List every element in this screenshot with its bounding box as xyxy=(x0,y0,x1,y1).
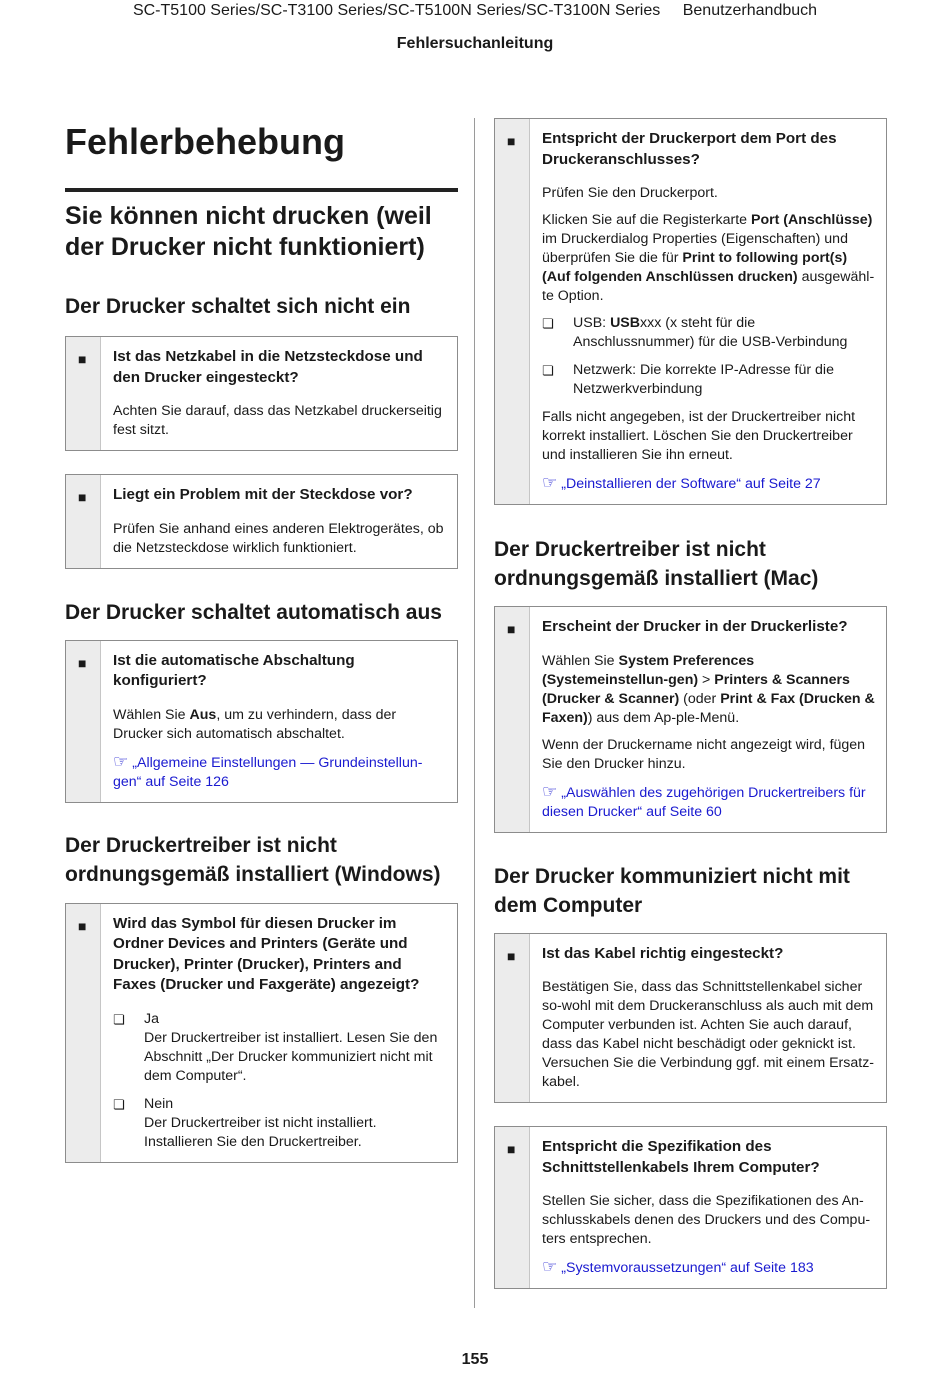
link-select-driver[interactable] xyxy=(542,781,866,820)
box-stripe xyxy=(66,904,101,1162)
subsection-driver-windows-title: Der Druckertreiber ist nicht ordnungsgemäß installiert (Windows) xyxy=(65,833,441,886)
checkbox-bullet-icon: ❏ xyxy=(542,316,554,331)
option-title: Ja xyxy=(144,1010,159,1027)
question-mark-icon: ■ xyxy=(507,947,516,964)
option-text: Der Druckertreiber ist installiert. Lesen Sie den Abschnitt „Der Drucker kommuniziert nicht mit dem Computer“. xyxy=(144,1029,438,1084)
right-column xyxy=(494,118,887,1289)
answer-bold: Port (Anschlüsse) xyxy=(750,212,873,228)
subsection-driver-mac-title: Der Druckertreiber ist nicht ordnungsgemäß installiert (Mac) xyxy=(494,538,819,590)
answer-text: ausgewähl-te Option. xyxy=(542,269,875,304)
question-mark-icon: ■ xyxy=(78,654,87,671)
question-mark-icon: ■ xyxy=(507,133,516,149)
box-answer: Prüfen Sie anhand eines anderen Elektrogerätes, ob die Netzsteckdose wirklich funktioniert. xyxy=(113,520,444,556)
box-answer xyxy=(542,211,876,306)
list-item xyxy=(113,1010,447,1086)
answer-bold: System Preferences (Systemeinstellun-gen) xyxy=(542,652,755,688)
box-stripe xyxy=(66,337,101,450)
link-uninstall-software[interactable] xyxy=(542,473,821,492)
link-text: „Deinstallieren der Software“ auf Seite 27 xyxy=(561,476,821,492)
header-manual: Benutzerhandbuch xyxy=(682,2,818,19)
pointer-hand-icon: ☞ xyxy=(542,1257,558,1276)
header-series: SC-T5100 Series/SC-T3100 Series/SC-T5100N Series/SC-T3100N Series xyxy=(132,2,661,19)
box-answer xyxy=(542,652,876,728)
answer-text: > xyxy=(698,671,715,688)
link-text: „Systemvoraussetzungen“ auf Seite 183 xyxy=(561,1260,814,1276)
section-title: Sie können nicht drucken (weil der Drucker nicht funktioniert) xyxy=(65,202,432,261)
link-text: „Allgemeine Einstellungen — Grundeinstellun-gen“ auf Seite 126 xyxy=(113,754,423,790)
box-answer: Prüfen Sie den Druckerport. xyxy=(542,185,718,201)
page-number: 155 xyxy=(461,1351,489,1368)
link-system-requirements[interactable] xyxy=(542,1257,814,1276)
header-section: Fehlersuchanleitung xyxy=(396,35,554,52)
box-answer: Achten Sie darauf, dass das Netzkabel druckerseitig fest sitzt. xyxy=(113,403,442,438)
answer-bold: Print & Fax (Drucken & Faxen) xyxy=(542,690,875,726)
option-list xyxy=(113,1010,447,1152)
box-question: Wird das Symbol für diesen Drucker im Ordner Devices and Printers (Geräte und Drucker), Printer (Drucker), Printers and Faxes (Drucker und Faxgeräte) angezeigt? xyxy=(113,914,420,993)
option-title: Nein xyxy=(144,1095,174,1112)
box-question: Liegt ein Problem mit der Steckdose vor? xyxy=(113,486,413,503)
answer-bold: Aus xyxy=(189,706,217,723)
box-stripe xyxy=(495,1127,530,1288)
answer-text: Klicken Sie auf die Registerkarte xyxy=(542,212,751,228)
box-question: Ist das Netzkabel in die Netzsteckdose und den Drucker eingesteckt? xyxy=(113,348,423,386)
check-box-printer-port xyxy=(494,118,887,505)
box-question: Erscheint der Drucker in der Druckerliste? xyxy=(542,618,848,635)
answer-text: Wählen Sie xyxy=(113,706,190,723)
item-text: Netzwerk: Die korrekte IP-Adresse für die Netzwerkverbindung xyxy=(573,362,834,397)
list-item xyxy=(113,1095,447,1152)
check-box-auto-off xyxy=(65,640,458,803)
answer-text: ) aus dem Ap-ple-Menü. xyxy=(587,709,740,726)
answer-text: im Druckerdialog Properties (Eigenschaften) und überprüfen Sie die für xyxy=(542,231,848,266)
box-question: Ist die automatische Abschaltung konfiguriert? xyxy=(113,651,355,689)
question-mark-icon: ■ xyxy=(507,1141,516,1157)
checkbox-bullet-icon: ❏ xyxy=(113,1096,125,1112)
subsection-communication-title: Der Drucker kommuniziert nicht mit dem Computer xyxy=(494,864,850,917)
answer-text: (oder xyxy=(679,690,721,707)
box-stripe xyxy=(66,475,101,568)
box-stripe xyxy=(495,934,530,1103)
list-item xyxy=(542,314,876,352)
box-question: Entspricht der Druckerport dem Port des Druckeranschlusses? xyxy=(542,130,837,168)
box-answer: Stellen Sie sicher, dass die Spezifikationen des An-schlusskabels denen des Druckers und des Compu-ters entsprechen. xyxy=(542,1193,871,1247)
check-box-outlet xyxy=(65,474,458,569)
question-mark-icon: ■ xyxy=(78,351,87,367)
question-mark-icon: ■ xyxy=(507,621,516,637)
box-answer: Falls nicht angegeben, ist der Druckertreiber nicht korrekt installiert. Löschen Sie den Druckertreiber und installieren Sie ihn erneut. xyxy=(542,409,856,463)
item-text: USB: xyxy=(573,315,611,331)
check-box-cable-spec xyxy=(494,1126,887,1289)
answer-text: , um zu verhindern, dass der Drucker sich automatisch abschaltet. xyxy=(113,706,397,742)
box-stripe xyxy=(66,641,101,802)
pointer-hand-icon: ☞ xyxy=(542,473,558,492)
pointer-hand-icon: ☞ xyxy=(113,751,129,771)
box-stripe xyxy=(495,119,530,504)
left-column xyxy=(65,118,458,1163)
checkbox-bullet-icon: ❏ xyxy=(542,363,554,378)
question-mark-icon: ■ xyxy=(78,917,87,934)
box-question: Ist das Kabel richtig eingesteckt? xyxy=(542,944,784,962)
item-bold: USB xyxy=(610,315,641,331)
column-divider xyxy=(474,118,475,1308)
box-question: Entspricht die Spezifikation des Schnittstellenkabels Ihrem Computer? xyxy=(542,1138,820,1176)
answer-bold: Printers & Scanners (Drucker & Scanner) xyxy=(542,671,850,707)
check-box-printer-list xyxy=(494,606,887,833)
link-text: „Auswählen des zugehörigen Druckertreibers für diesen Drucker“ auf Seite 60 xyxy=(542,784,866,820)
chapter-title: Fehlerbehebung xyxy=(65,118,458,192)
port-list xyxy=(542,314,876,399)
check-box-cable xyxy=(494,933,887,1104)
option-text: Der Druckertreiber ist nicht installiert. Installieren Sie den Druckertreiber. xyxy=(144,1114,377,1150)
check-box-power-cable xyxy=(65,336,458,451)
box-stripe xyxy=(495,607,530,832)
pointer-hand-icon: ☞ xyxy=(542,781,558,801)
answer-text: Wählen Sie xyxy=(542,652,619,669)
item-text: xxx (x steht für die Anschlussnummer) für die USB-Verbindung xyxy=(573,315,848,350)
check-box-printer-icon xyxy=(65,903,458,1163)
box-answer: Bestätigen Sie, dass das Schnittstellenkabel sicher so-wohl mit dem Druckeranschluss als auch mit dem Computer verbunden ist. Achten Sie auch darauf, dass das Kabel nicht beschädigt oder geknickt ist. Versuchen Sie die Verbindung ggf. mit einem Ersatz-kabel. xyxy=(542,979,875,1090)
answer-bold: Print to following port(s) (Auf folgenden Anschlüssen drucken) xyxy=(542,250,848,285)
page-header xyxy=(0,0,950,54)
box-answer: Wenn der Druckername nicht angezeigt wird, fügen Sie den Drucker hinzu. xyxy=(542,736,866,772)
link-general-settings[interactable] xyxy=(113,751,423,790)
subsection-auto-off-title: Der Drucker schaltet automatisch aus xyxy=(65,600,442,624)
question-mark-icon: ■ xyxy=(78,489,87,505)
subsection-power-title: Der Drucker schaltet sich nicht ein xyxy=(65,295,411,318)
list-item xyxy=(542,361,876,399)
checkbox-bullet-icon: ❏ xyxy=(113,1011,125,1027)
box-answer xyxy=(113,706,447,744)
